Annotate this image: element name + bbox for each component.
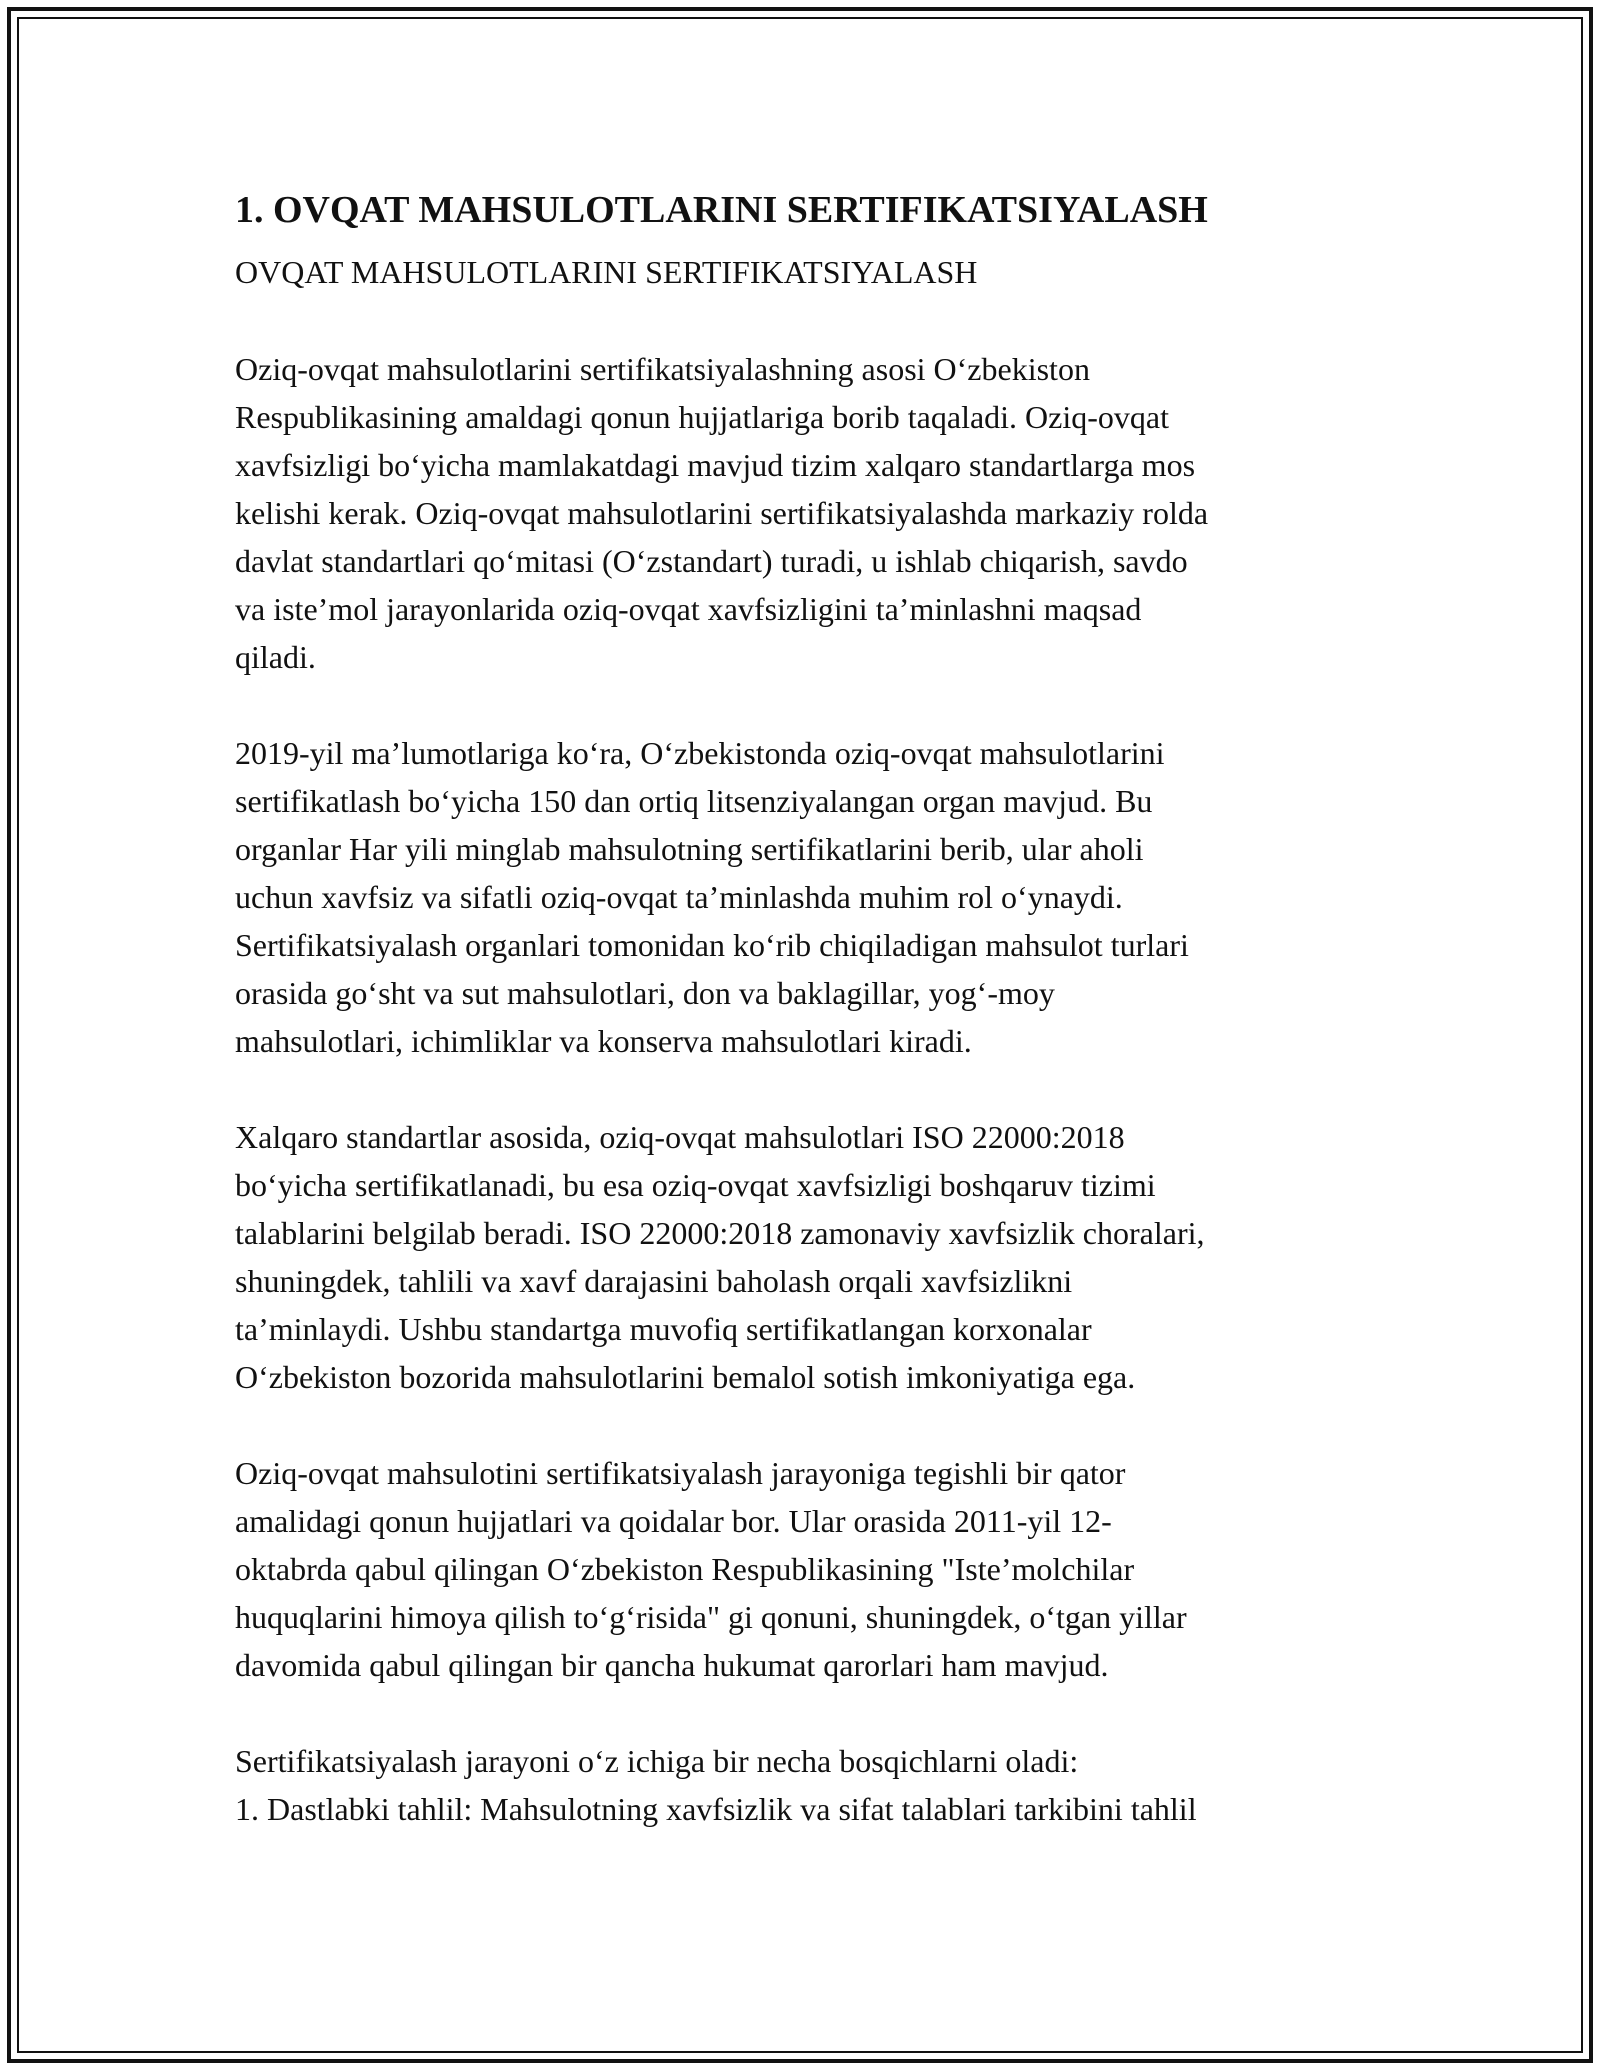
text-line: organlar Har yili minglab mahsulotning sertifikatlarini berib, ular aholi bbox=[235, 831, 1144, 867]
paragraph-iso-standards bbox=[235, 1113, 1365, 1401]
text-line: uchun xavfsiz va sifatli oziq-ovqat ta’minlashda muhim rol o‘ynaydi. bbox=[235, 879, 1123, 915]
text-line: Respublikasining amaldagi qonun hujjatlariga borib taqaladi. Oziq-ovqat bbox=[235, 399, 1169, 435]
text-line: amalidagi qonun hujjatlari va qoidalar bor. Ular orasida 2011-yil 12- bbox=[235, 1503, 1112, 1539]
text-line: bo‘yicha sertifikatlanadi, bu esa oziq-ovqat xavfsizligi boshqaruv tizimi bbox=[235, 1167, 1156, 1203]
text-line: Oziq-ovqat mahsulotlarini sertifikatsiyalashning asosi O‘zbekiston bbox=[235, 351, 1090, 387]
text-line: davlat standartlari qo‘mitasi (O‘zstandart) turadi, u ishlab chiqarish, savdo bbox=[235, 543, 1188, 579]
text-line: ta’minlaydi. Ushbu standartga muvofiq sertifikatlangan korxonalar bbox=[235, 1311, 1092, 1347]
text-line: Oziq-ovqat mahsulotini sertifikatsiyalash jarayoniga tegishli bir qator bbox=[235, 1455, 1126, 1491]
text-line: oktabrda qabul qilingan O‘zbekiston Respublikasining "Iste’molchilar bbox=[235, 1551, 1135, 1587]
text-line: O‘zbekiston bozorida mahsulotlarini bemalol sotish imkoniyatiga ega. bbox=[235, 1359, 1136, 1395]
text-line: Sertifikatsiyalash organlari tomonidan ko‘rib chiqiladigan mahsulot turlari bbox=[235, 927, 1189, 963]
text-line: talablarini belgilab beradi. ISO 22000:2018 zamonaviy xavfsizlik choralari, bbox=[235, 1215, 1205, 1251]
text-line: sertifikatlash bo‘yicha 150 dan ortiq litsenziyalangan organ mavjud. Bu bbox=[235, 783, 1153, 819]
text-line: va iste’mol jarayonlarida oziq-ovqat xavfsizligini ta’minlashni maqsad bbox=[235, 591, 1142, 627]
text-line: Xalqaro standartlar asosida, oziq-ovqat mahsulotlari ISO 22000:2018 bbox=[235, 1119, 1125, 1155]
paragraph-legal-basis bbox=[235, 345, 1365, 681]
paragraph-certification-bodies bbox=[235, 729, 1365, 1065]
text-line: shuningdek, tahlili va xavf darajasini baholash orqali xavfsizlikni bbox=[235, 1263, 1073, 1299]
text-line: Sertifikatsiyalash jarayoni o‘z ichiga bir necha bosqichlarni oladi: bbox=[235, 1743, 1079, 1779]
document-heading: 1. OVQAT MAHSULOTLARINI SERTIFIKATSIYALASH bbox=[235, 189, 1208, 231]
text-line: 2019-yil ma’lumotlariga ko‘ra, O‘zbekistonda oziq-ovqat mahsulotlarini bbox=[235, 735, 1165, 771]
text-line: huquqlarini himoya qilish to‘g‘risida" gi qonuni, shuningdek, o‘tgan yillar bbox=[235, 1599, 1187, 1635]
text-line: davomida qabul qilingan bir qancha hukumat qarorlari ham mavjud. bbox=[235, 1647, 1109, 1683]
paragraph-process-steps bbox=[235, 1737, 1365, 1833]
paragraph-legislation bbox=[235, 1449, 1365, 1689]
text-line: qiladi. bbox=[235, 639, 316, 675]
document-subheading: OVQAT MAHSULOTLARINI SERTIFIKATSIYALASH bbox=[235, 254, 978, 290]
text-line: mahsulotlari, ichimliklar va konserva mahsulotlari kiradi. bbox=[235, 1023, 972, 1059]
document-body bbox=[235, 180, 1365, 1833]
text-line: orasida go‘sht va sut mahsulotlari, don va baklagillar, yog‘-moy bbox=[235, 975, 1055, 1011]
list-item: 1. Dastlabki tahlil: Mahsulotning xavfsizlik va sifat talablari tarkibini tahlil bbox=[235, 1791, 1197, 1827]
text-line: kelishi kerak. Oziq-ovqat mahsulotlarini sertifikatsiyalashda markaziy rolda bbox=[235, 495, 1209, 531]
text-line: xavfsizligi bo‘yicha mamlakatdagi mavjud tizim xalqaro standartlarga mos bbox=[235, 447, 1196, 483]
